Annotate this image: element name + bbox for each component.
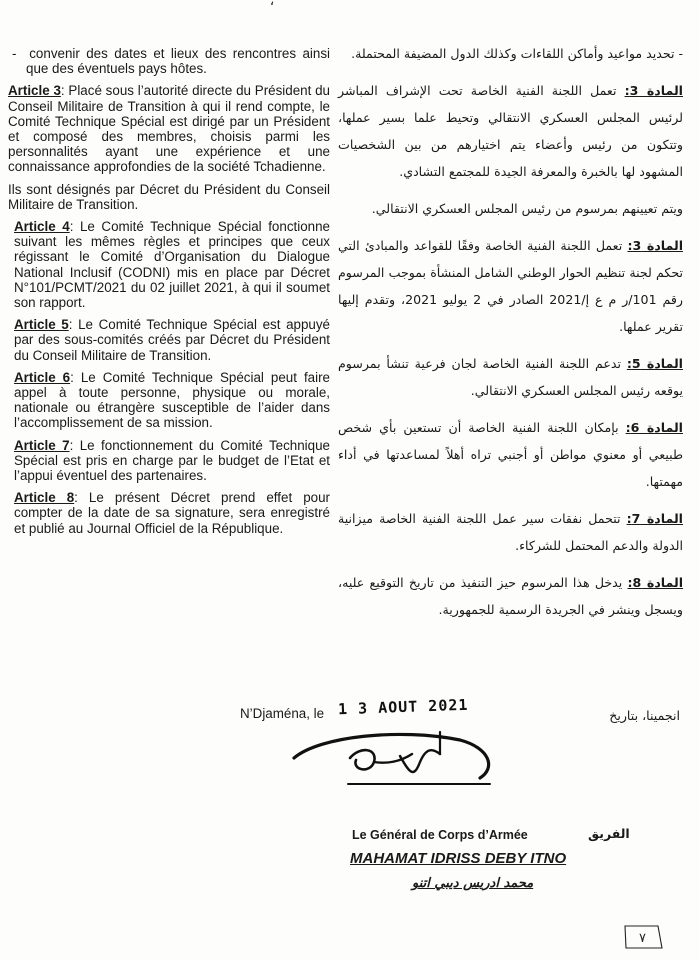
signatory-rank-fr: Le Général de Corps d’Armée [352, 828, 528, 842]
ar-article-3-text: تعمل اللجنة الفنية الخاصة تحت الإشراف المباشر لرئيس المجلس العسكري الانتقالي وتحيط علما بسير عملها، وتتكون من رئيس وأعضاء يتم اختيارهم من بين الشخصيات المشهود لها بالخبرة والمعرفة الجيدة للمجتمع التشادي. [338, 83, 683, 179]
ar-article-5-text: تدعم اللجنة الفنية الخاصة لجان فرعية تنشأ بمرسوم يوقعه رئيس المجلس العسكري الانتقالي. [338, 356, 683, 398]
ar-article-6 [338, 414, 683, 495]
fr-article-8-text: : Le présent Décret prend effet pour compter de la date de sa signature, sera enregistré et publié au Journal Officiel de la République. [14, 490, 331, 536]
ar-article-3-label: المادة 3: [624, 83, 683, 98]
fr-article-8 [8, 490, 330, 536]
ar-article-3-extra: ويتم تعيينهم بمرسوم من رئيس المجلس العسكري الانتقالي. [371, 201, 683, 216]
fr-article-4-text: : Le Comité Technique Spécial fonctionne suivant les mêmes règles et principes que ceux régissant le Comité d’Organisation du Dialogue National Inclusif (CODNI) mis en place par Décret N°101/PCMT/2021 du 02 juillet 2021, à qui il soumet son rapport. [14, 219, 331, 311]
fr-article-3-text: : Placé sous l’autorité directe du Président du Conseil Militaire de Transition à qui il rend compte, le Comité Technique Spécial est dirigé par un Président et composé des membres, choisis parmi les personnalités ayant une expérience et une connaissance approfondies de la société Tchadienne. [8, 83, 330, 175]
ar-article-4-text: تعمل اللجنة الفنية الخاصة وفقًا للقواعد والمبادئ التي تحكم لجنة تنظيم الحوار الوطني الشامل المنشأة بموجب المرسوم رقم 101/ر م ع إ/2021 الصادر في 2 يوليو 2021، وتقدم إليها تقرير عملها. [338, 238, 684, 334]
fr-article-8-label: Article 8 [14, 490, 75, 506]
signatory-name-fr: MAHAMAT IDRISS DEBY ITNO [350, 850, 567, 867]
fr-article-6 [8, 370, 330, 431]
fr-article-5-text: : Le Comité Technique Spécial est appuyé par des sous-comités créés par Décret du Président du Conseil Militaire de Transition. [14, 317, 331, 363]
ar-article-7-text: تتحمل نفقات سير عمل اللجنة الفنية الخاصة ميزانية الدولة والدعم المحتمل للشركاء. [338, 511, 683, 553]
ar-article-8-text: يدخل هذا المرسوم حيز التنفيذ من تاريخ التوقيع عليه، ويسجل وينشر في الجريدة الرسمية للجمهورية. [338, 575, 683, 617]
ar-article-7 [338, 505, 683, 559]
fr-article-5-label: Article 5 [14, 317, 69, 333]
ar-article-5 [338, 350, 683, 404]
top-mark: ‘ [270, 0, 275, 16]
handwritten-signature [290, 718, 510, 798]
ar-article-8-label: المادة 8: [627, 575, 684, 590]
date-stamp: 1 3 AOUT 2021 [337, 695, 469, 719]
date-place-ar: انجمينا، بتاريخ [609, 708, 680, 723]
ar-article-7-label: المادة 7: [626, 511, 683, 526]
fr-article-7-text: : Le fonctionnement du Comité Technique Spécial est pris en charge par le budget de l’Etat et l’appui éventuel des partenaires. [14, 437, 330, 484]
page-number-mark [622, 922, 664, 950]
fr-article-3-extra: Ils sont désignés par Décret du Président du Conseil Militaire de Transition. [8, 181, 330, 212]
ar-article-6-label: المادة 6: [625, 420, 683, 435]
fr-bullet-item: - convenir des dates et lieux des rencontres ainsi que des éventuels pays hôtes. [12, 46, 330, 77]
fr-article-6-text: : Le Comité Technique Spécial peut faire appel à toute personne, physique ou morale, nationale ou étrangère susceptible de l’aider dans l’accomplissement de sa mission. [14, 369, 330, 431]
french-column [8, 46, 330, 543]
ar-article-3 [338, 77, 683, 185]
fr-article-5 [8, 317, 330, 363]
fr-article-3-label: Article 3 [8, 83, 61, 99]
fr-article-4 [8, 219, 330, 310]
signatory-name-ar: محمد ادريس ديبي اتنو [412, 876, 534, 891]
fr-article-7 [8, 438, 330, 484]
signatory-rank-ar: الفريق [588, 826, 630, 841]
date-place-fr: N’Djaména, le [240, 706, 325, 721]
ar-article-4 [338, 232, 683, 340]
fr-article-4-label: Article 4 [14, 219, 70, 235]
fr-article-6-label: Article 6 [14, 369, 71, 385]
fr-article-3 [8, 83, 330, 174]
ar-article-5-label: المادة 5: [626, 356, 683, 371]
ar-bullet-item: - تحديد مواعيد وأماكن اللقاءات وكذلك الدول المضيفة المحتملة. [351, 46, 683, 61]
ar-article-4-label: المادة 3: [627, 238, 684, 253]
ar-article-8 [338, 569, 683, 623]
arabic-column [338, 40, 683, 633]
fr-article-7-label: Article 7 [14, 437, 70, 453]
page-number: ٧ [639, 931, 646, 946]
ar-article-6-text: بإمكان اللجنة الفنية الخاصة أن تستعين بأي شخص طبيعي أو معنوي مواطن أو أجنبي تراه أهلاً لمساعدتها في أداء مهمتها. [338, 420, 683, 489]
